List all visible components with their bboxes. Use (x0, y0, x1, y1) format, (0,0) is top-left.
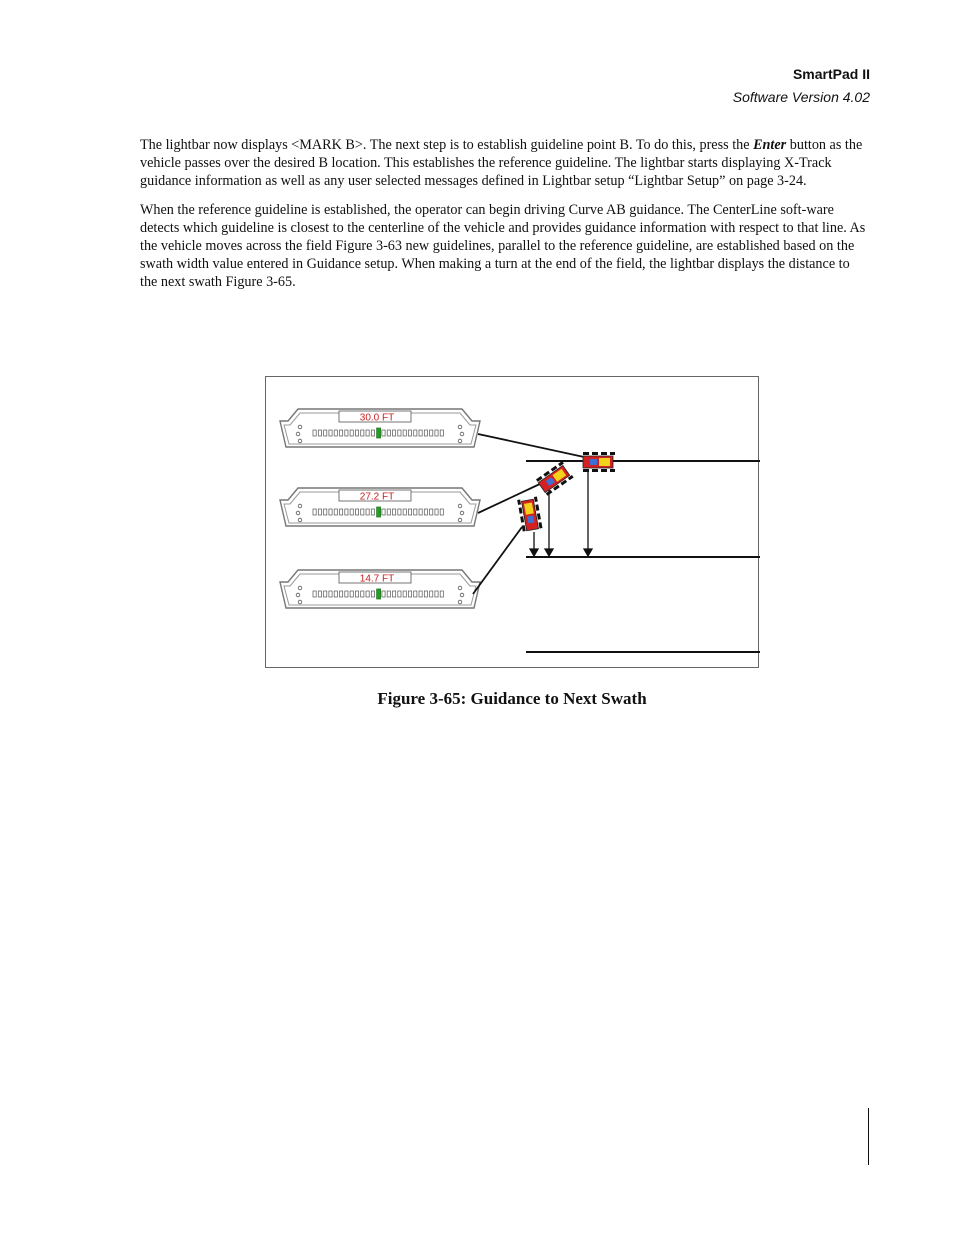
lightbar-3-led-7 (345, 591, 348, 597)
lightbar-1-led-20 (414, 430, 417, 436)
lightbar-2-led-14 (382, 509, 385, 515)
lightbar-2-led-7 (345, 509, 348, 515)
lightbar-1-led-17 (398, 430, 401, 436)
lightbar-1-led-4 (329, 430, 332, 436)
lightbar-1-distance: 30.0 FT (359, 412, 395, 424)
lightbar-2-led-1 (313, 509, 316, 515)
lightbar-2-led-24 (435, 509, 438, 515)
lightbar-3-led-19 (408, 591, 411, 597)
header-version: Software Version 4.02 (732, 89, 870, 105)
lightbar-1-led-1 (313, 430, 316, 436)
lightbar-1-led-7 (345, 430, 348, 436)
lightbar-2-distance: 27.2 FT (359, 491, 395, 503)
lightbar-2-led-22 (424, 509, 427, 515)
pointer-3 (473, 527, 522, 594)
lightbar-2-led-20 (414, 509, 417, 515)
lightbar-1-led-12 (371, 430, 374, 436)
lightbar-1-led-22 (424, 430, 427, 436)
lightbar-2-led-9 (355, 509, 358, 515)
lightbar-1-led-15 (387, 430, 390, 436)
lightbar-1-led-3 (324, 430, 327, 436)
lightbar-1-led-8 (350, 430, 353, 436)
lightbar-3-led-5 (334, 591, 337, 597)
enter-key-label: Enter (753, 137, 787, 153)
lightbar-2-led-25 (440, 509, 443, 515)
lightbar-3-led-11 (366, 591, 369, 597)
lightbar-2-led-11 (366, 509, 369, 515)
pointer-1 (478, 434, 584, 457)
lightbar-1-led-25 (440, 430, 443, 436)
figure-caption: Figure 3-65: Guidance to Next Swath (377, 689, 647, 708)
lightbar-2-led-4 (329, 509, 332, 515)
lightbar-2-led-17 (398, 509, 401, 515)
lightbar-3-led-4 (329, 591, 332, 597)
lightbar-1-led-19 (408, 430, 411, 436)
lightbar-3-led-17 (398, 591, 401, 597)
lightbar-1-led-9 (355, 430, 358, 436)
lightbar-3-led-22 (424, 591, 427, 597)
paragraph-1-part-a: The lightbar now displays <MARK B>. The next step is to establish guideline point B. To do this, press the (140, 137, 754, 153)
lightbar-1-led-23 (430, 430, 433, 436)
lightbar-1-led-16 (393, 430, 396, 436)
vehicle-3 (517, 497, 542, 532)
lightbar-3-led-21 (419, 591, 422, 597)
lightbar-3-led-10 (361, 591, 364, 597)
lightbar-2-led-15 (387, 509, 390, 515)
lightbar-2-led-8 (350, 509, 353, 515)
lightbar-2 (280, 488, 480, 526)
lightbar-3-led-13 (377, 589, 381, 599)
lightbar-2-led-13 (377, 507, 381, 517)
lightbar-2-led-19 (408, 509, 411, 515)
lightbar-1-led-13 (377, 428, 381, 438)
lightbar-1-led-6 (340, 430, 343, 436)
body-text (140, 136, 869, 302)
margin-rule (868, 1108, 869, 1165)
lightbar-3-led-8 (350, 591, 353, 597)
lightbar-2-led-10 (361, 509, 364, 515)
lightbar-1-led-5 (334, 430, 337, 436)
lightbar-3-led-18 (403, 591, 406, 597)
lightbar-2-led-21 (419, 509, 422, 515)
lightbar-3-led-24 (435, 591, 438, 597)
lightbar-1-led-14 (382, 430, 385, 436)
figure-guidance-next-swath (265, 376, 759, 668)
lightbar-3-led-23 (430, 591, 433, 597)
lightbar-2-led-5 (334, 509, 337, 515)
lightbar-3-led-15 (387, 591, 390, 597)
lightbar-2-led-16 (393, 509, 396, 515)
lightbar-3-led-16 (393, 591, 396, 597)
lightbar-3-led-6 (340, 591, 343, 597)
lightbar-3-led-9 (355, 591, 358, 597)
lightbar-1-led-11 (366, 430, 369, 436)
lightbar-3-led-14 (382, 591, 385, 597)
lightbar-2-led-3 (324, 509, 327, 515)
lightbar-2-led-12 (371, 509, 374, 515)
lightbar-3-distance: 14.7 FT (359, 573, 395, 585)
lightbar-1-led-21 (419, 430, 422, 436)
lightbar-2-led-23 (430, 509, 433, 515)
lightbar-1-led-24 (435, 430, 438, 436)
lightbar-3-led-3 (324, 591, 327, 597)
lightbar-3-led-20 (414, 591, 417, 597)
lightbar-1-led-18 (403, 430, 406, 436)
vehicle-2 (536, 461, 574, 496)
lightbar-1-led-2 (318, 430, 321, 436)
lightbar-1 (280, 409, 480, 447)
vehicle-1 (583, 452, 615, 472)
lightbar-3-led-2 (318, 591, 321, 597)
paragraph-1 (140, 136, 869, 191)
header-product: SmartPad II (792, 66, 870, 82)
paragraph-1-part-b: button as the vehicle passes over the desired B location. This establishes the reference guideline. The lightbar starts displaying X-Track guidance information as well as any user selected messages defined in Lightbar setup “Lightbar Setup” on page 3-24. (140, 137, 863, 190)
lightbar-3-led-25 (440, 591, 443, 597)
lightbar-2-led-2 (318, 509, 321, 515)
lightbar-1-led-10 (361, 430, 364, 436)
guidance-diagram (266, 377, 760, 669)
paragraph-2: When the reference guideline is established, the operator can begin driving Curve AB guidance. The CenterLine soft-ware detects which guideline is closest to the centerline of the vehicle and provides guidance information with respect to that line. As the vehicle moves across the field Figure 3-63 new guidelines, parallel to the reference guideline, are established based on the swath width value entered in Guidance setup. When making a turn at the end of the field, the lightbar displays the distance to the next swath Figure 3-65. (140, 201, 866, 291)
lightbar-2-led-18 (403, 509, 406, 515)
lightbar-2-led-6 (340, 509, 343, 515)
lightbar-3-led-12 (371, 591, 374, 597)
lightbar-3 (280, 570, 480, 608)
lightbar-3-led-1 (313, 591, 316, 597)
